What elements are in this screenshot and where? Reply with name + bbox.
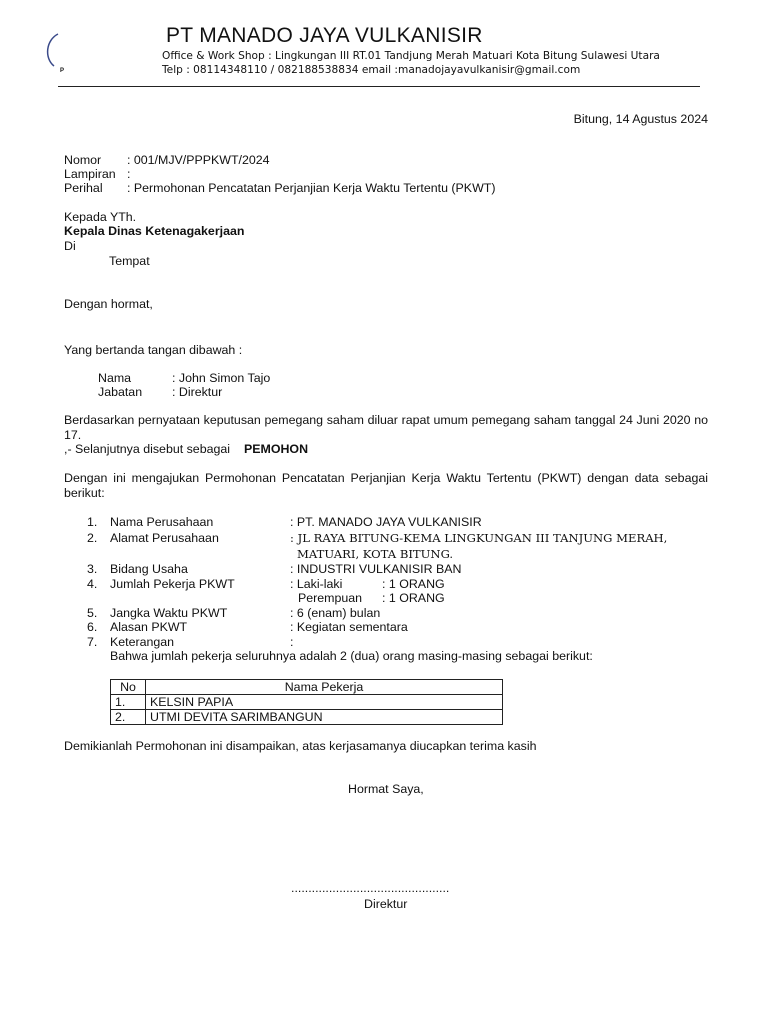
- greeting: Dengan hormat,: [64, 297, 153, 311]
- item-label: Alamat Perusahaan: [110, 531, 219, 545]
- workers-note: Bahwa jumlah pekerja seluruhnya adalah 2 (dua) orang masing-masing sebagai berikut:: [110, 649, 593, 663]
- table-header-row: [111, 680, 503, 695]
- table-cell-no: 1.: [111, 695, 146, 710]
- table-header-name: Nama Pekerja: [146, 680, 503, 695]
- signer-title-value: : Direktur: [172, 385, 223, 399]
- company-name: PT MANADO JAYA VULKANISIR: [166, 24, 483, 47]
- company-contact: Telp : 08114348110 / 082188538834 email :manadojayavulkanisir@gmail.com: [162, 64, 581, 76]
- item-label: Alasan PKWT: [110, 620, 188, 634]
- item-num: 1.: [87, 515, 98, 529]
- item-value: : 6 (enam) bulan: [290, 606, 381, 620]
- letterhead-rule: [58, 86, 700, 87]
- item-value-line2: MATUARI, KOTA BITUNG.: [297, 547, 454, 561]
- table-row: [111, 710, 503, 725]
- signature-line: ..............................................: [291, 881, 450, 895]
- meta-label-nomor: Nomor: [64, 153, 102, 167]
- item-value: : Kegiatan sementara: [290, 620, 408, 634]
- workers-table: [110, 679, 503, 725]
- letter-date: Bitung, 14 Agustus 2024: [573, 112, 708, 126]
- item-value: : PT. MANADO JAYA VULKANISIR: [290, 515, 482, 529]
- item-value-count: : 1 ORANG: [382, 577, 445, 591]
- meta-label-lampiran: Lampiran: [64, 167, 116, 181]
- item-value: : INDUSTRI VULKANISIR BAN: [290, 562, 462, 576]
- item-value: : Laki-laki: [290, 577, 343, 591]
- signer-name-value: : John Simon Tajo: [172, 371, 271, 385]
- table-cell-name: UTMI DEVITA SARIMBANGUN: [146, 710, 503, 725]
- recipient-name: Kepala Dinas Ketenagakerjaan: [64, 224, 245, 238]
- item-value: :: [290, 635, 294, 649]
- item-num: 4.: [87, 577, 98, 591]
- company-logo: [40, 30, 70, 80]
- item-num: 2.: [87, 531, 98, 545]
- item-value: : JL RAYA BITUNG-KEMA LINGKUNGAN III TANJUNG MERAH,: [290, 531, 668, 545]
- item-num: 6.: [87, 620, 98, 634]
- item-label: Jumlah Pekerja PKWT: [110, 577, 235, 591]
- recipient-place: Tempat: [109, 254, 150, 268]
- meta-value-nomor: : 001/MJV/PPPKWT/2024: [127, 153, 270, 167]
- meta-label-perihal: Perihal: [64, 181, 103, 195]
- signer-title-label: Jabatan: [98, 385, 143, 399]
- recipient-salutation: Kepada YTh.: [64, 210, 137, 224]
- item-value-count-line2: : 1 ORANG: [382, 591, 445, 605]
- applicant-term: PEMOHON: [244, 442, 309, 456]
- logo-letter: P: [60, 68, 65, 74]
- table-cell-no: 2.: [111, 710, 146, 725]
- item-label: Bidang Usaha: [110, 562, 188, 576]
- table-row: [111, 695, 503, 710]
- intro: Yang bertanda tangan dibawah :: [64, 343, 243, 357]
- item-num: 7.: [87, 635, 98, 649]
- item-label: Nama Perusahaan: [110, 515, 214, 529]
- meta-value-perihal: : Permohonan Pencatatan Perjanjian Kerja Waktu Tertentu (PKWT): [127, 181, 496, 195]
- request-paragraph: Dengan ini mengajukan Permohonan Pencatatan Perjanjian Kerja Waktu Tertentu (PKWT) dengan data sebagai berikut:: [64, 471, 708, 500]
- basis-paragraph: Berdasarkan pernyataan keputusan pemegang saham diluar rapat umum pemegang saham tanggal 24 Juni 2020 no 17.: [64, 413, 708, 442]
- applicant-prefix: ,- Selanjutnya disebut sebagai: [64, 442, 231, 456]
- signature-title: Direktur: [364, 897, 408, 911]
- signer-name-label: Nama: [98, 371, 132, 385]
- item-label: Jangka Waktu PKWT: [110, 606, 228, 620]
- closing-paragraph: Demikianlah Permohonan ini disampaikan, atas kerjasamanya diucapkan terima kasih: [64, 739, 537, 753]
- item-num: 5.: [87, 606, 98, 620]
- item-label: Keterangan: [110, 635, 175, 649]
- recipient-di: Di: [64, 239, 76, 253]
- item-num: 3.: [87, 562, 98, 576]
- meta-value-lampiran: :: [127, 167, 131, 181]
- company-address: Office & Work Shop : Lingkungan III RT.01 Tandjung Merah Matuari Kota Bitung Sulawesi Utara: [162, 50, 660, 62]
- table-cell-name: KELSIN PAPIA: [146, 695, 503, 710]
- table-header-no: No: [111, 680, 146, 695]
- regards: Hormat Saya,: [348, 782, 424, 796]
- item-value-line2: Perempuan: [298, 591, 363, 605]
